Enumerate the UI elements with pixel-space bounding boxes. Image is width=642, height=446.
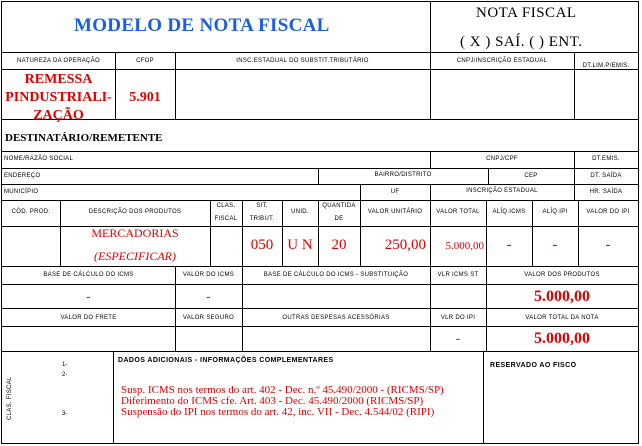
item-valor-unitario: 250,00 [384,237,426,253]
cep-label: CEP [524,173,538,179]
dt-lim-emis-label: DT.LIM.P/EMIS. [582,63,630,69]
vlr-ipi-label: VLR DO IPI [440,315,476,321]
item-valor-total: 5.000,00 [445,240,484,252]
vlr-icms-st-label: VLR ICMS ST [437,272,479,278]
unid-header: UNID. [291,209,309,215]
municipio-label: MUNICÍPIO [4,189,39,195]
aliq-icms-header: ALÍQ.ICMS [492,209,526,215]
item-descricao: MERCADORIAS [91,226,179,240]
base-st-label: BASE DE CÁLCULO DO ICMS - SUBSTITUIÇÃO [263,272,409,278]
item-quantidade: 20 [331,237,347,253]
cnpj-cpf-label: CNPJ/CPF [486,156,518,162]
valor-icms-label: VALOR DO ICMS [182,272,235,278]
item-aliq-ipi: - [552,237,558,253]
valor-icms-value: - [206,288,211,304]
dados-adicionais-line-3: Suspensão do IPI nos termos do art. 42, inc. VII - Dec. 4.544/02 (RIPI) [121,406,435,418]
valor-total-nota-value: 5.000,00 [534,330,590,347]
endereco-label: ENDEREÇO [4,173,41,179]
cod-prod-header: CÓD. PROD. [11,209,51,215]
hr-saida-label: HR. SAÍDA [589,189,623,195]
vlr-ipi-value: - [455,330,461,346]
dt-emis-label: DT.EMIS. [592,156,620,162]
quantidade-header: QUANTIDA [322,203,356,209]
reservado-fisco-label: RESERVADO AO FISCO [490,362,577,369]
valor-produtos-label: VALOR DOS PRODUTOS [524,272,600,278]
item-descricao-2: (ESPECIFICAR) [94,249,176,263]
insc-estadual-label: INSCRIÇÃO ESTADUAL [466,188,538,194]
dt-saida-label: DT. SAÍDA [590,173,622,179]
sit-trib-header-2: TRIBUT. [249,216,275,222]
clas-fiscal-item-3: 3- [62,411,68,417]
cfop-value: 5.901 [129,90,161,105]
insc-subst-label: INSC.ESTADUAL DO SUBSTIT.TRIBUTÁRIO [236,58,369,64]
natureza-operacao-value-3: ZAÇÃO [33,108,84,123]
clas-fiscal-vertical-label: CLAS. FISCAL [7,376,13,420]
bairro-label: BAIRRO/DISTRITO [374,172,432,178]
cnpj-insc-label: CNPJ/INSCRIÇÃO ESTADUAL [456,58,548,64]
base-icms-label: BASE DE CÁLCULO DO ICMS [43,272,134,278]
natureza-operacao-label: NATUREZA DA OPERAÇÃO [17,58,100,64]
sit-trib-header: SIT. [256,203,268,209]
item-valor-ipi: - [605,237,611,253]
clas-fiscal-item-1: 1- [62,362,68,368]
quantidade-header-2: DE [334,216,344,222]
item-aliq-icms: - [506,237,512,253]
valor-unitario-header: VALOR UNITÁRIO [367,209,423,215]
outras-despesas-label: OUTRAS DESPESAS ACESSÓRIAS [282,315,390,321]
page-title: MODELO DE NOTA FISCAL [74,15,330,36]
natureza-operacao-value: REMESSA [24,72,93,87]
clas-fiscal-item-2: 2- [62,372,68,378]
destinatario-section-title: DESTINATÁRIO/REMETENTE [5,132,163,144]
valor-seguro-label: VALOR SEGURO [182,315,235,321]
valor-frete-label: VALOR DO FRETE [60,315,117,321]
clas-fiscal-header: CLAS. [216,203,236,209]
saida-entrada-indicator: ( X ) SAÍ. ( ) ENT. [460,34,583,50]
nf-label: NOTA FISCAL [476,5,577,21]
valor-total-nota-label: VALOR TOTAL DA NOTA [525,315,599,321]
valor-ipi-header: VALOR DO IPI [586,209,630,215]
valor-total-header: VALOR TOTAL [436,209,480,215]
descricao-header: DESCRIÇÃO DOS PRODUTOS [88,209,182,215]
aliq-ipi-header: ALÍQ.IPI [542,209,568,215]
valor-produtos-value: 5.000,00 [534,288,590,305]
dados-adicionais-line-2: Diferimento do ICMS cfe. Art. 403 - Dec. 45.490/2000 (RICMS/SP) [121,395,424,407]
cfop-label: CFOP [136,58,154,64]
dados-adicionais-line-1: Susp. ICMS nos termos do art. 402 - Dec. n.º 45.490/2000 - (RICMS/SP) [121,384,444,396]
uf-label: UF [390,189,400,195]
nota-fiscal-form [1,1,639,444]
nome-razao-label: NOME/RAZÃO SOCIAL [4,156,74,162]
item-sit-trib: 050 [250,237,274,253]
item-unid: U N [287,237,313,253]
natureza-operacao-value-2: PINDUSTRIALI- [5,90,112,105]
dados-adicionais-title: DADOS ADICIONAIS - INFORMAÇÕES COMPLEMENTARES [118,357,334,364]
clas-fiscal-header-2: FISCAL [214,216,238,222]
base-icms-value: - [86,288,91,304]
